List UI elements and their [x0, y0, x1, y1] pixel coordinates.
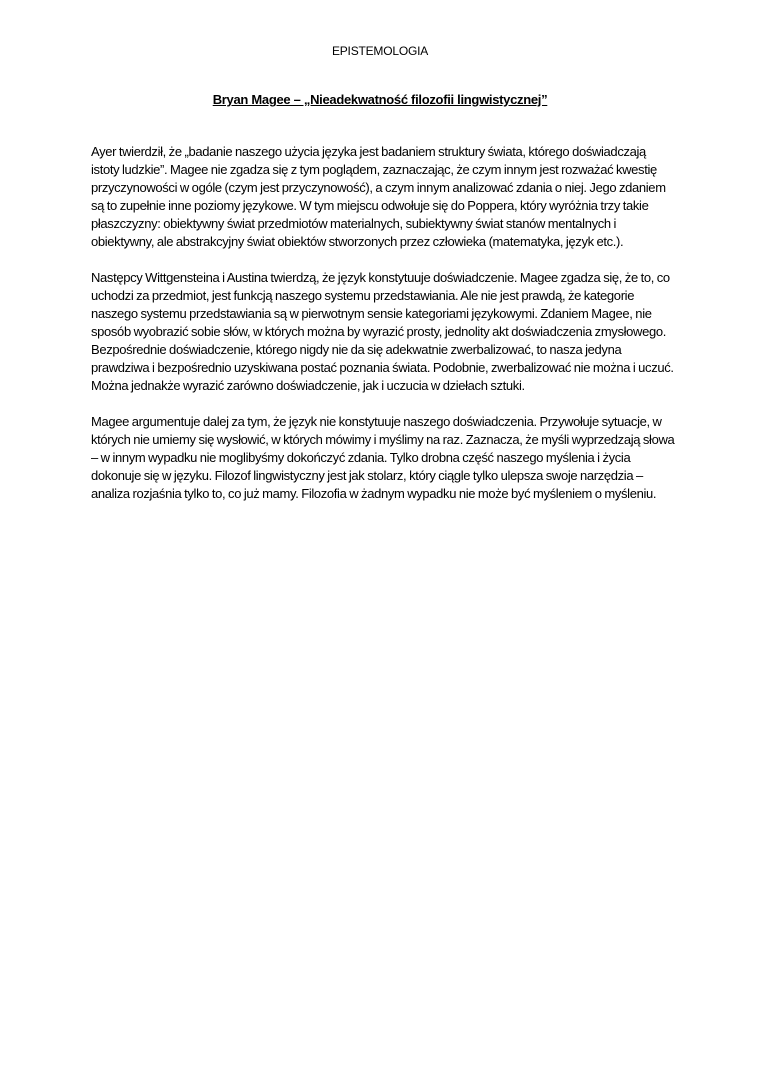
paragraph: Ayer twierdził, że „badanie naszego użycia języka jest badaniem struktury świata, którego doświadczają istoty ludzkie”. Magee nie zgadza się z tym poglądem, zaznaczając, że czym innym jest rozważać kwestię przyczynowości w ogóle (czym jest przyczynowość), a czym innym analizować zdania o niej. Jego zdaniem są to zupełnie inne poziomy językowe. W tym miejscu odwołuje się do Poppera, który wyróżnia trzy takie płaszczyzny: obiektywny świat przedmiotów materialnych, subiektywny świat stanów mentalnych i obiektywny, ale abstrakcyjny świat obiektów stworzonych przez człowieka (matematyka, język etc.). — [91, 144, 666, 249]
paragraph: Następcy Wittgensteina i Austina twierdzą, że język konstytuuje doświadczenie. Magee zgadza się, że to, co uchodzi za przedmiot, jest funkcją naszego systemu przedstawiania. Ale nie jest prawdą, że kategorie naszego systemu przedstawiania są w pierwotnym sensie kategoriami językowymi. Zdaniem Magee, nie sposób wyobrazić sobie słów, w których można by wyrazić prosty, jednolity akt doświadczenia zmysłowego. Bezpośrednie doświadczenie, którego nigdy nie da się adekwatnie zwerbalizować, to nasza jedyna prawdziwa i bezpośrednio uzyskiwana postać poznania świata. Podobnie, zwerbalizować nie można i uczuć. Można jednakże wyrazić zarówno doświadczenie, jak i uczucia w dziełach sztuki. — [91, 270, 674, 393]
page-header: EPISTEMOLOGIA — [331, 44, 429, 58]
document-body — [91, 143, 676, 521]
document-title: Bryan Magee – „Nieadekwatność filozofii lingwistycznej” — [212, 92, 548, 107]
paragraph: Magee argumentuje dalej za tym, że język nie konstytuuje naszego doświadczenia. Przywołuje sytuacje, w których nie umiemy się wysłowić, w których mówimy i myślimy na raz. Zaznacza, że myśli wyprzedzają słowa – w innym wypadku nie moglibyśmy dokończyć zdania. Tylko drobna część naszego myślenia i życia dokonuje się w języku. Filozof lingwistyczny jest jak stolarz, który ciągle tylko ulepsza swoje narzędzia – analiza rozjaśnia tylko to, co już mamy. Filozofia w żadnym wypadku nie może być myśleniem o myśleniu. — [91, 414, 675, 501]
